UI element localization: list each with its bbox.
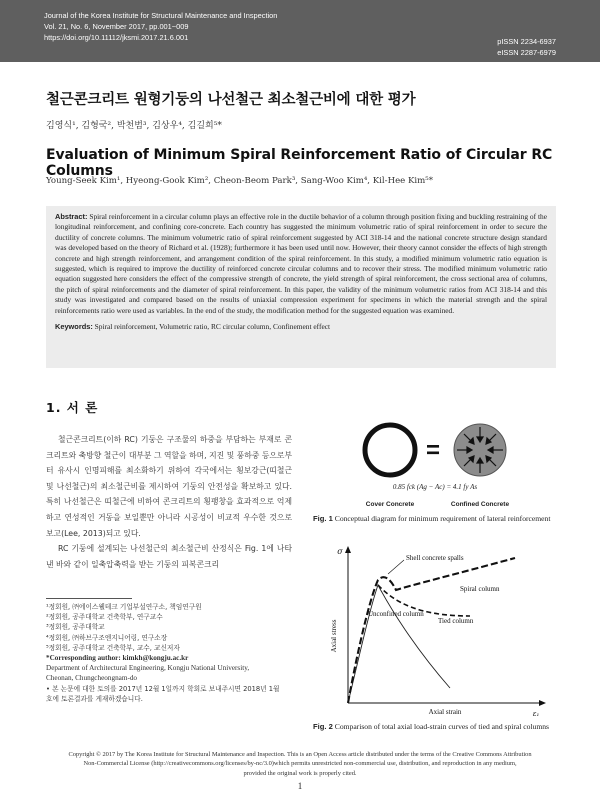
x-axis-arrow bbox=[539, 700, 546, 706]
section-heading: 1. 서 론 bbox=[46, 400, 99, 415]
copyright-notice bbox=[60, 750, 540, 778]
abstract-label: Abstract: bbox=[55, 212, 88, 221]
english-title: Evaluation of Minimum Spiral Reinforcement Ratio of Circular RC Columns bbox=[46, 147, 553, 179]
confined-concrete-diagram bbox=[454, 424, 506, 476]
footnote-4: ⁴정회원, ㈜하브구조엔지니어링, 연구소장 bbox=[46, 633, 168, 642]
paragraph-2: RC 기둥에 설계되는 나선철근의 최소철근비 산정식은 Fig. 1에 나타낸 바와 같이 일축압축력을 받는 기둥의 피복콘크리 bbox=[46, 544, 292, 569]
korean-authors: 김영식¹, 김형국², 박천범³, 김상우⁴, 김길희⁵* bbox=[46, 121, 222, 131]
cover-concrete-circle bbox=[365, 425, 415, 475]
journal-name: Journal of the Korea Institute for Structural Maintenance and Inspection bbox=[44, 11, 278, 20]
footnote-1: ¹정회원, ㈜에이스웰테크 기업부설연구소, 책임연구원 bbox=[46, 603, 202, 611]
fig1-caption-label: Fig. 1 bbox=[313, 514, 333, 523]
department-line-1: Department of Architectural Engineering, Kongju National University, bbox=[46, 664, 250, 673]
discussion-note-1: • 본 논문에 대한 토의를 2017년 12월 1일까지 학회로 보내주시면 2018년 1월 bbox=[46, 684, 280, 693]
fig2-caption-text: Comparison of total axial load-strain curves of tied and spiral columns bbox=[334, 722, 550, 731]
journal-info bbox=[44, 10, 277, 44]
copyright-line-1: Copyright © 2017 by The Korea Institute for Structural Maintenance and Inspection. This is an Open Access article distributed under the terms of the Creative Commons Attribution bbox=[68, 751, 532, 758]
unconfined-column-curve bbox=[348, 585, 450, 703]
figure-1 bbox=[310, 410, 560, 510]
issn-info bbox=[497, 36, 556, 58]
footnote-5: ⁵정회원, 공주대학교 건축학부, 교수, 교신저자 bbox=[46, 643, 180, 652]
doi-link[interactable]: https://doi.org/10.11112/jksmi.2017.21.6.001 bbox=[44, 33, 189, 43]
figure-2-caption bbox=[313, 722, 563, 733]
department-line-2: Cheonan, Chungcheongnam-do bbox=[46, 674, 138, 683]
confined-concrete-label: Confined Concrete bbox=[450, 501, 510, 508]
keywords-text: Spiral reinforcement, Volumetric ratio, RC circular column, Confinement effect bbox=[94, 322, 331, 332]
fig2-caption-label: Fig. 2 bbox=[313, 722, 333, 731]
footnote-divider bbox=[46, 598, 132, 599]
abstract-text: Spiral reinforcement in a circular column plays an effective role in the ductile behavior of a column through position fixing and buckling restraining of the longitudinal reinforcement, and confining core-concrete. Each country has suggested the minimum volumetric ratio of spiral reinforcement in order to secure the ductility of concrete columns. The minimum volumetric ratio of spiral reinforcement suggested by ACI 318-14 and the national concrete structure design standard was developed based on the theory of Richard et al. (1928); furthermore it has been used until now. However, their theory cannot consider the effects of high strength concrete and high strength reinforcement, and arrangement condition of the spiral reinforcement. In this study, a modified minimum volumetric ratio equation is suggested, which is required to improve the ductility of reinforced concrete circular columns and to recover their stress. The modified minimum volumetric ratio equation suggested here considers the effect of the compressive strength of concrete, the yield strength of spiral reinforcement, the cross sectional area of columns, the pitch of spiral reinforcements and the diameter of spiral reinforcement. In this paper, the validity of the minimum volumetric ratios from ACI 318-14 and this study was investigated and compared based on the results of uniaxial compression experiment for specimens in which the material strength and the spiral reinforcements ratio were used as variables. In the end of the study, the modification method for the suggested equation was examined. bbox=[55, 212, 547, 315]
eissn: eISSN 2287-6979 bbox=[497, 48, 556, 57]
equals-sign: = bbox=[425, 437, 441, 464]
body-text-column bbox=[46, 432, 292, 572]
english-authors: Young-Seek Kim¹, Hyeong-Gook Kim², Cheon-Beom Park³, Sang-Woo Kim⁴, Kil-Hee Kim⁵* bbox=[46, 176, 434, 186]
y-axis-symbol: σ bbox=[337, 547, 343, 556]
shell-spall-pointer bbox=[388, 560, 404, 574]
x-axis-symbol: ε₁ bbox=[532, 710, 540, 718]
copyright-line-3: provided the original work is properly cited. bbox=[243, 769, 357, 777]
footnotes bbox=[46, 602, 296, 704]
pissn: pISSN 2234-6937 bbox=[497, 37, 556, 46]
footnote-2: ²정회원, 공주대학교 건축학부, 연구교수 bbox=[46, 613, 163, 622]
volume-line: Vol. 21, No. 6, November 2017, pp.001~009 bbox=[44, 22, 189, 32]
corresponding-author: *Corresponding author: kimkh@kongju.ac.kr bbox=[46, 654, 189, 663]
fig1-caption-text: Conceptual diagram for minimum requirement of lateral reinforcement bbox=[334, 514, 551, 523]
paragraph-1: 철근콘크리트(이하 RC) 기둥은 구조물의 하중을 부담하는 부재로 콘크리트와 축방향 철근이 대부분 그 역할을 하며, 지진 및 풍하중 등으로부터 유사시 인명피해를 최소화하기 위하여 각국에서는 횡보강근(띠철근 및 나선철근)의 최소철근비를 제시하여 기둥의 안전성을 확보하고 있다. 특히 나선철근은 띠철근에 비하여 콘크리트의 횡팽창을 효과적으로 억제하고 연성적인 거동을 보일뿐만 아니라 시공성이 비교적 우수한 것으로 보고(Lee, 2013)되고 있다. bbox=[46, 435, 292, 538]
y-axis-arrow bbox=[345, 546, 351, 553]
footnote-3: ³정회원, 공주대학교 bbox=[46, 623, 105, 632]
annotation-tied-column: Tied column bbox=[438, 617, 474, 625]
korean-title: 철근콘크리트 원형기둥의 나선철근 최소철근비에 대한 평가 bbox=[46, 92, 416, 108]
annotation-spiral-column: Spiral column bbox=[460, 585, 500, 593]
spiral-column-curve bbox=[348, 558, 515, 703]
copyright-line-2: Non-Commercial License (http://creativecommons.org/licenses/by-nc/3.0)which permits unrestricted non-commercial use, distribution, and reproduction in any medium, bbox=[83, 760, 517, 768]
discussion-note-2: 호에 토론결과를 게재하겠습니다. bbox=[46, 694, 143, 703]
fig1-formula: 0.85 fck (Ag − Ac) = 4.1 fy As bbox=[392, 483, 478, 491]
figure-1-caption bbox=[313, 514, 563, 525]
keywords bbox=[55, 322, 547, 331]
abstract-box bbox=[46, 206, 556, 368]
x-axis-label: Axial strain bbox=[428, 708, 462, 716]
cover-concrete-label: Cover Concrete bbox=[365, 501, 415, 508]
annotation-shell-spalls: Shell concrete spalls bbox=[406, 554, 464, 562]
figure-2 bbox=[310, 538, 560, 718]
annotation-unconfined-column: Unconfined column bbox=[368, 610, 424, 618]
journal-header-banner bbox=[0, 0, 600, 62]
keywords-label: Keywords: bbox=[55, 322, 93, 332]
page-number: 1 bbox=[297, 781, 303, 791]
abstract bbox=[55, 212, 547, 316]
y-axis-label: Axial stress bbox=[330, 619, 338, 653]
